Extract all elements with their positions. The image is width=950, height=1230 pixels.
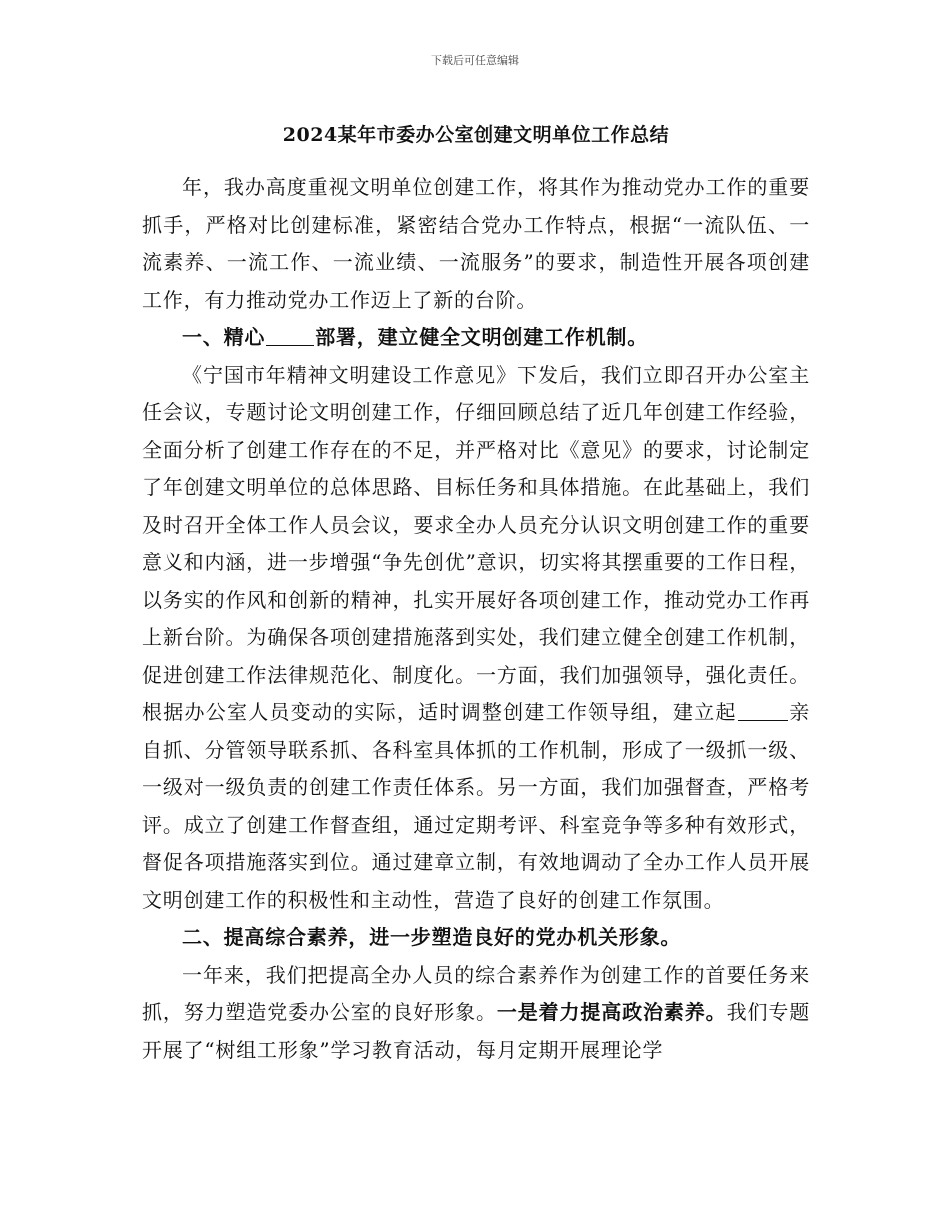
blank-line <box>266 325 314 346</box>
section1-paragraph-after: 亲自抓、分管领导联系抓、各科室具体抓的工作机制，形成了一级抓一级、一级对一级负责的创建工作责任体系。另一方面，我们加强督查，严格考评。成立了创建工作督查组，通过定期考评、科室竞争等多种有效形式，督促各项措施落实到位。通过建章立制，有效地调动了全办工作人员开展文明创建工作的积极性和主动性，营造了良好的创建工作氛围。 <box>142 700 810 912</box>
intro-paragraph: 年，我办高度重视文明单位创建工作，将其作为推动党办工作的重要抓手，严格对比创建标准，紧密结合党办工作特点，根据“一流队伍、一流素养、一流工作、一流业绩、一流服务”的要求，制造性开展各项创建工作，有力推动党办工作迈上了新的台阶。 <box>142 175 810 312</box>
section1-heading <box>142 319 810 357</box>
document-body <box>142 120 810 1069</box>
section1-heading-before: 一、精心 <box>182 325 266 349</box>
document-title: 2024某年市委办公室创建文明单位工作总结 <box>282 124 670 146</box>
section2-paragraph <box>142 957 810 1070</box>
section1-paragraph-before: 《宁国市年精神文明建设工作意见》下发后，我们立即召开办公室主任会议，专题讨论文明创建工作，仔细回顾总结了近几年创建工作经验，全面分析了创建工作存在的不足，并严格对比《意见》的要求，讨论制定了年创建文明单位的总体思路、目标任务和具体措施。在此基础上，我们及时召开全体工作人员会议，要求全办人员充分认识文明创建工作的重要意义和内涵，进一步增强“争先创优”意识，切实将其摆重要的工作日程，以务实的作风和创新的精神，扎实开展好各项创建工作，推动党办工作再上新台阶。为确保各项创建措施落到实处，我们建立健全创建工作机制，促进创建工作法律规范化、制度化。一方面，我们加强领导，强化责任。根据办公室人员变动的实际，适时调整创建工作领导组，建立起 <box>142 362 810 724</box>
section2-heading: 二、提高综合素养，进一步塑造良好的党办机关形象。 <box>182 925 682 949</box>
section2-paragraph-after: 我们专题开展了“树组工形象”学习教育活动，每月定期开展理论学 <box>142 1000 810 1062</box>
blank-line <box>738 700 788 721</box>
section1-paragraph <box>142 357 810 920</box>
section1-heading-after: 部署，建立健全文明创建工作机制。 <box>315 325 649 349</box>
section2-paragraph-before: 一年来，我们把提高全办人员的综合素养作为创建工作的首要任务来抓，努力塑造党委办公室的良好形象。 <box>142 962 810 1024</box>
header-note: 下载后可任意编辑 <box>431 54 519 67</box>
section2-paragraph-bold: 一是着力提高政治素养。 <box>496 1000 727 1024</box>
